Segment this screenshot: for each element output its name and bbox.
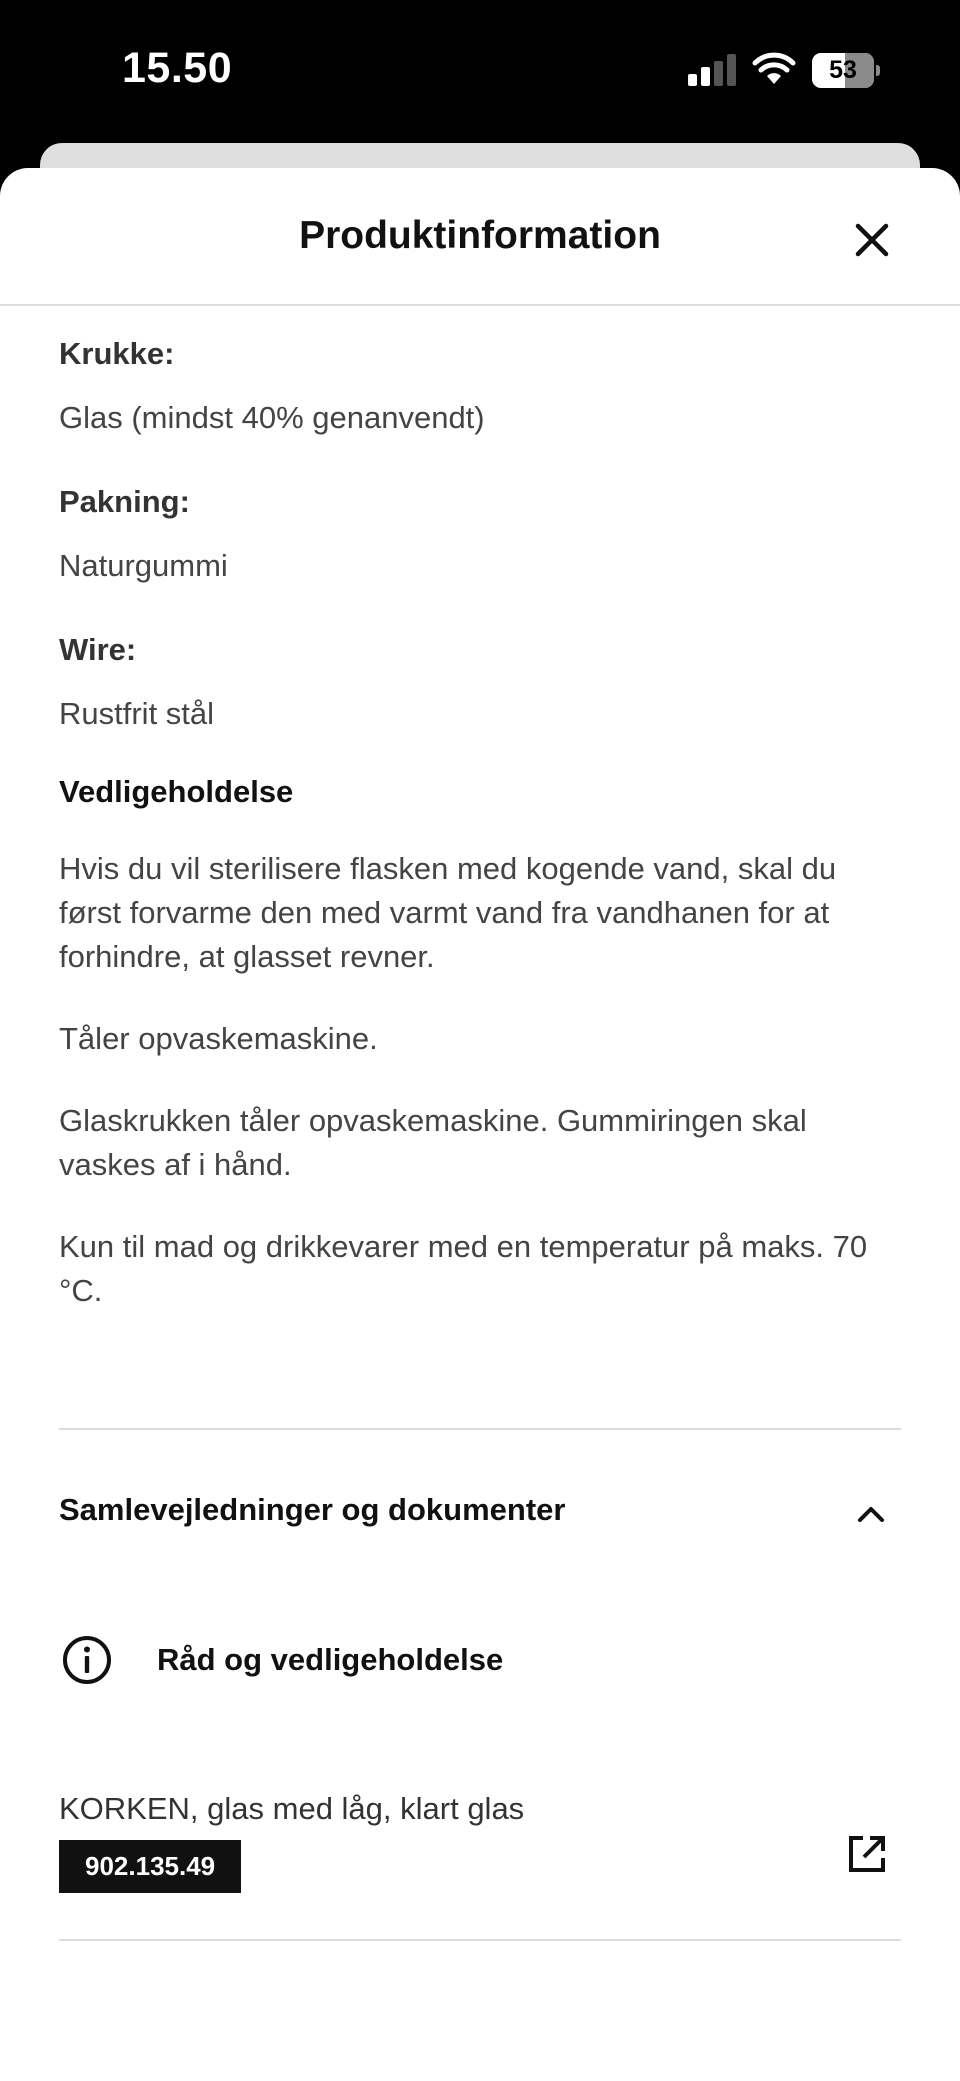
care-paragraph: Hvis du vil sterilisere flasken med kogende vand, skal du først forvarme den med varmt vand fra vandhanen for at forhindre, at glasset revner. bbox=[59, 851, 837, 974]
material-value: Glas (mindst 40% genanvendt) bbox=[59, 400, 485, 435]
care-heading: Vedligeholdelse bbox=[59, 774, 294, 809]
material-label: Krukke: bbox=[59, 336, 175, 371]
divider bbox=[59, 1939, 901, 1941]
document-name: KORKEN, glas med låg, klart glas bbox=[59, 1791, 525, 1826]
care-paragraph: Glaskrukken tåler opvaskemaskine. Gummiringen skal vaskes af i hånd. bbox=[59, 1103, 807, 1182]
documents-accordion[interactable] bbox=[59, 1484, 901, 1544]
product-info-sheet bbox=[0, 168, 960, 2081]
care-advice-label: Råd og vedligeholdelse bbox=[157, 1642, 504, 1677]
status-bar bbox=[0, 0, 960, 145]
care-paragraph: Kun til mad og drikkevarer med en temperatur på maks. 70 °C. bbox=[59, 1229, 868, 1308]
divider bbox=[59, 1428, 901, 1430]
close-icon[interactable] bbox=[852, 220, 892, 260]
external-link-icon[interactable] bbox=[846, 1833, 888, 1875]
battery-level: 53 bbox=[829, 56, 857, 84]
documents-title: Samlevejledninger og dokumenter bbox=[59, 1492, 566, 1527]
chevron-up-icon bbox=[855, 1498, 887, 1530]
cellular-signal-icon bbox=[688, 54, 738, 86]
sheet-title: Produktinformation bbox=[299, 214, 661, 257]
status-time: 15.50 bbox=[122, 44, 233, 92]
info-icon bbox=[61, 1634, 113, 1686]
wifi-icon bbox=[752, 52, 796, 86]
material-wire bbox=[59, 629, 901, 735]
article-number-badge: 902.135.49 bbox=[59, 1840, 241, 1893]
care-advice-link[interactable] bbox=[59, 1630, 901, 1692]
care-paragraph: Tåler opvaskemaskine. bbox=[59, 1021, 378, 1056]
product-details bbox=[59, 333, 901, 1313]
material-pakning bbox=[59, 481, 901, 587]
battery-icon bbox=[812, 53, 880, 88]
material-value: Naturgummi bbox=[59, 548, 228, 583]
material-value: Rustfrit stål bbox=[59, 696, 215, 731]
material-label: Wire: bbox=[59, 632, 137, 667]
material-krukke bbox=[59, 333, 901, 439]
document-item[interactable] bbox=[59, 1788, 901, 1928]
material-label: Pakning: bbox=[59, 484, 190, 519]
sheet-header bbox=[0, 168, 960, 306]
